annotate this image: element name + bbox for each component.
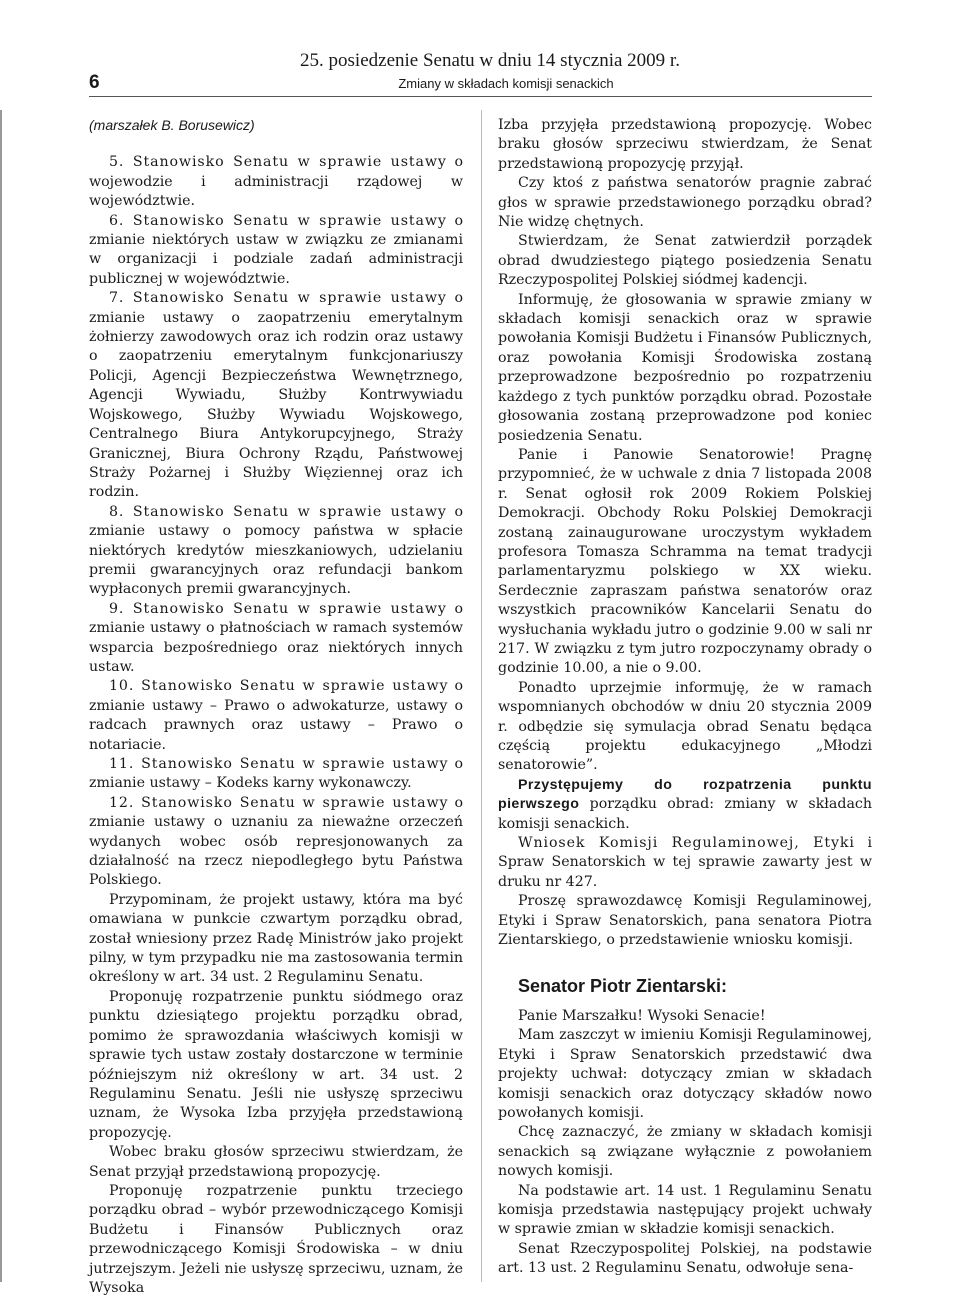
page-edge-shadow [0, 110, 2, 1282]
agenda-item-text: o zmianie ustawy o płatnościach w ramach systemów wsparcia bezpośredniego oraz niektórych innych ustaw. [89, 600, 463, 675]
agenda-item [89, 600, 463, 678]
agenda-item-lead: 11. Stanowisko Senatu w sprawie ustawy [109, 756, 449, 772]
agenda-item-lead: 7. Stanowisko Senatu w sprawie ustawy [109, 290, 447, 307]
page-title: 25. posiedzenie Senatu w dniu 14 stycznia 2009 r. [300, 50, 680, 71]
paragraph: Informuję, że głosowania w sprawie zmiany w składach komisji senackich oraz w sprawie powołania Komisji Budżetu i Finansów Publicznych, oraz powołania Komisji Środowiska zostaną przeprowadzone bezpośrednio po rozpatrzeniu każdego z tych punktów porządku obrad. Pozostałe głosowania zostaną przeprowadzone pod koniec posiedzenia Senatu. [498, 291, 872, 444]
paragraph: Wobec braku głosów sprzeciwu stwierdzam, że Senat przyjął przedstawioną propozycję. [89, 1144, 463, 1180]
speaker-heading: Senator Piotr Zientarski: [518, 976, 728, 997]
agenda-announcement-bold: Przystępujemy do rozpatrzenia punktu pierwszego [498, 776, 872, 813]
agenda-item-text: o zmianie ustawy o pomocy państwa w spłacie niektórych kredytów mieszkaniowych, udzielaniu premii gwarancyjnych oraz refundacji bankom wypłaconych premii gwarancyjnych. [89, 503, 463, 598]
paragraph: Przypominam, że projekt ustawy, która ma być omawiana w punkcie czwartym porządku obrad, został wniesiony przez Radę Ministrów jako projekt pilny, w tym przypadku nie ma zastosowania termin określony w art. 34 ust. 2 Regulaminu Senatu. [89, 891, 463, 986]
header-divider [89, 96, 872, 97]
motion-text: i Spraw Senatorskich w tej sprawie zawarty jest w druku nr 427. [498, 835, 872, 890]
agenda-item-lead: 12. Stanowisko Senatu w sprawie ustawy [109, 794, 449, 811]
paragraph: Proponuję rozpatrzenie punktu siódmego oraz punktu dziesiątego projektu porządku obrad, pomimo że sprawozdania właściwych komisji w sprawie tych ustaw zostały dostarczone w terminie późniejszym niż określony w art. 34 ust. 2 Regulaminu Senatu. Jeśli nie usłyszę sprzeciwu uznam, że Wysoka Izba przyjęła przedstawioną propozycję. [89, 988, 463, 1141]
motion-paragraph [498, 834, 872, 892]
paragraph: Czy ktoś z państwa senatorów pragnie zabrać głos w sprawie przedstawionego porządku obrad? Nie widzę chętnych. [498, 175, 872, 231]
agenda-item [89, 677, 463, 755]
agenda-item [89, 503, 463, 600]
paragraph: Panie i Panowie Senatorowie! Pragnę przypomnieć, że w uchwale z dnia 7 listopada 2008 r. Senat ogłosił rok 2009 Rokiem Polskiej Demokracji. Obchody Roku Polskiej Demokracji zostaną zainaugurowane uroczystym wykładem profesora Tomasza Schramma na temat tradycji parlamentaryzmu polskiego w XX wieku. Serdecznie zapraszam państwa senatorów oraz wszystkich pracowników Kancelarii Senatu do wysłuchania wykładu jutro o godzinie 9.00 w sali nr 217. W związku z tym jutro rozpoczynamy obrady o godzinie 10.00, a nie o 9.00. [498, 446, 872, 677]
agenda-item-text: o zmianie ustawy o uznaniu za nieważne orzeczeń wydanych wobec osób represjonowanych za działalność na rzecz niepodległego bytu Państwa Polskiego. [89, 794, 463, 889]
agenda-item [89, 212, 463, 290]
agenda-item-lead: 9. Stanowisko Senatu w sprawie ustawy [109, 600, 447, 617]
paragraph: Proszę sprawozdawcę Komisji Regulaminowej, Etyki i Spraw Senatorskich, pana senatora Piotra Zientarskiego, o przedstawienie wniosku komisji. [498, 893, 872, 949]
agenda-item [89, 289, 463, 502]
speaker-note: (marszałek B. Borusewicz) [89, 117, 255, 133]
agenda-item-text: o zmianie ustawy – Prawo o adwokaturze, ustawy o radcach prawnych oraz ustawy – Prawo o notariacie. [89, 678, 463, 753]
column-divider [481, 110, 482, 1282]
agenda-item-text: o zmianie niektórych ustaw w związku ze zmianami w organizacji i podziale zadań administracji publicznej w województwie. [89, 212, 463, 287]
paragraph: Izba przyjęła przedstawioną propozycję. Wobec braku głosów sprzeciwu stwierdzam, że Senat przedstawioną propozycję przyjął. [498, 117, 872, 172]
paragraph: Na podstawie art. 14 ust. 1 Regulaminu Senatu komisja przedstawia następujący projekt uchwały w sprawie zmian w składzie komisji senackich. [498, 1182, 872, 1238]
agenda-announcement [498, 776, 872, 834]
paragraph: Senat Rzeczypospolitej Polskiej, na podstawie art. 13 ust. 2 Regulaminu Senatu, odwołuje sena- [498, 1240, 872, 1277]
page-subtitle: Zmiany w składach komisji senackich [398, 76, 614, 91]
agenda-item-text: o wojewodzie i administracji rządowej w województwie. [89, 154, 463, 210]
agenda-item-lead: 10. Stanowisko Senatu w sprawie ustawy [109, 678, 449, 695]
agenda-item-lead: 8. Stanowisko Senatu w sprawie ustawy [109, 503, 447, 520]
paragraph: Mam zaszczyt w imieniu Komisji Regulaminowej, Etyki i Spraw Senatorskich przedstawić dwa projekty uchwał: dotyczący zmian w składach komisji senackich oraz dotyczący składów nowo powołanych komisji. [498, 1027, 872, 1121]
motion-lead: Wniosek Komisji Regulaminowej, Etyki [518, 835, 855, 852]
right-column [498, 116, 872, 1279]
agenda-item-lead: 6. Stanowisko Senatu w sprawie ustawy [109, 212, 447, 229]
paragraph: Panie Marszałku! Wysoki Senacie! [518, 1007, 766, 1024]
agenda-item [89, 794, 463, 891]
paragraph: Ponadto uprzejmie informuję, że w ramach wspomnianych obchodów w dniu 20 stycznia 2009 r. odbędzie się symulacja obrad Senatu będąca częścią projektu edukacyjnego „Młodzi senatorowie”. [498, 679, 872, 774]
agenda-item [89, 755, 463, 794]
page-number: 6 [89, 72, 100, 93]
paragraph: Stwierdzam, że Senat zatwierdził porządek obrad dwudziestego piątego posiedzenia Senatu Rzeczypospolitej Polskiej siódmej kadencji. [498, 233, 872, 289]
agenda-item-text: o zmianie ustawy – Kodeks karny wykonawczy. [89, 756, 463, 792]
agenda-announcement-text: porządku obrad: zmiany w składach komisji senackich. [498, 796, 872, 832]
left-column [89, 116, 463, 1298]
paragraph: Proponuję rozpatrzenie punktu trzeciego porządku obrad – wybór przewodniczącego Komisji Budżetu i Finansów Publicznych oraz przewodniczącego Komisji Środowiska – w dniu jutrzejszym. Jeżeli nie usłyszę sprzeciwu, uznam, że Wysoka [89, 1182, 463, 1296]
agenda-item-lead: 5. Stanowisko Senatu w sprawie ustawy [109, 154, 447, 171]
agenda-item [89, 153, 463, 211]
agenda-item-text: o zmianie ustawy o zaopatrzeniu emerytalnym żołnierzy zawodowych oraz ich rodzin oraz ustawy o zaopatrzeniu emerytalnym funkcjonariuszy Policji, Agencji Bezpieczeństwa Wewnętrznego, Agencji Wywiadu, Służby Kontrwywiadu Wojskowego, Służby Wywiadu Wojskowego, Centralnego Biura Antykorupcyjnego, Straży Granicznej, Biura Ochrony Rządu, Państwowej Straży Pożarnej i Służby Więziennej oraz ich rodzin. [89, 290, 463, 501]
paragraph: Chcę zaznaczyć, że zmiany w składach komisji senackich są związane wyłącznie z powołaniem nowych komisji. [498, 1124, 872, 1180]
